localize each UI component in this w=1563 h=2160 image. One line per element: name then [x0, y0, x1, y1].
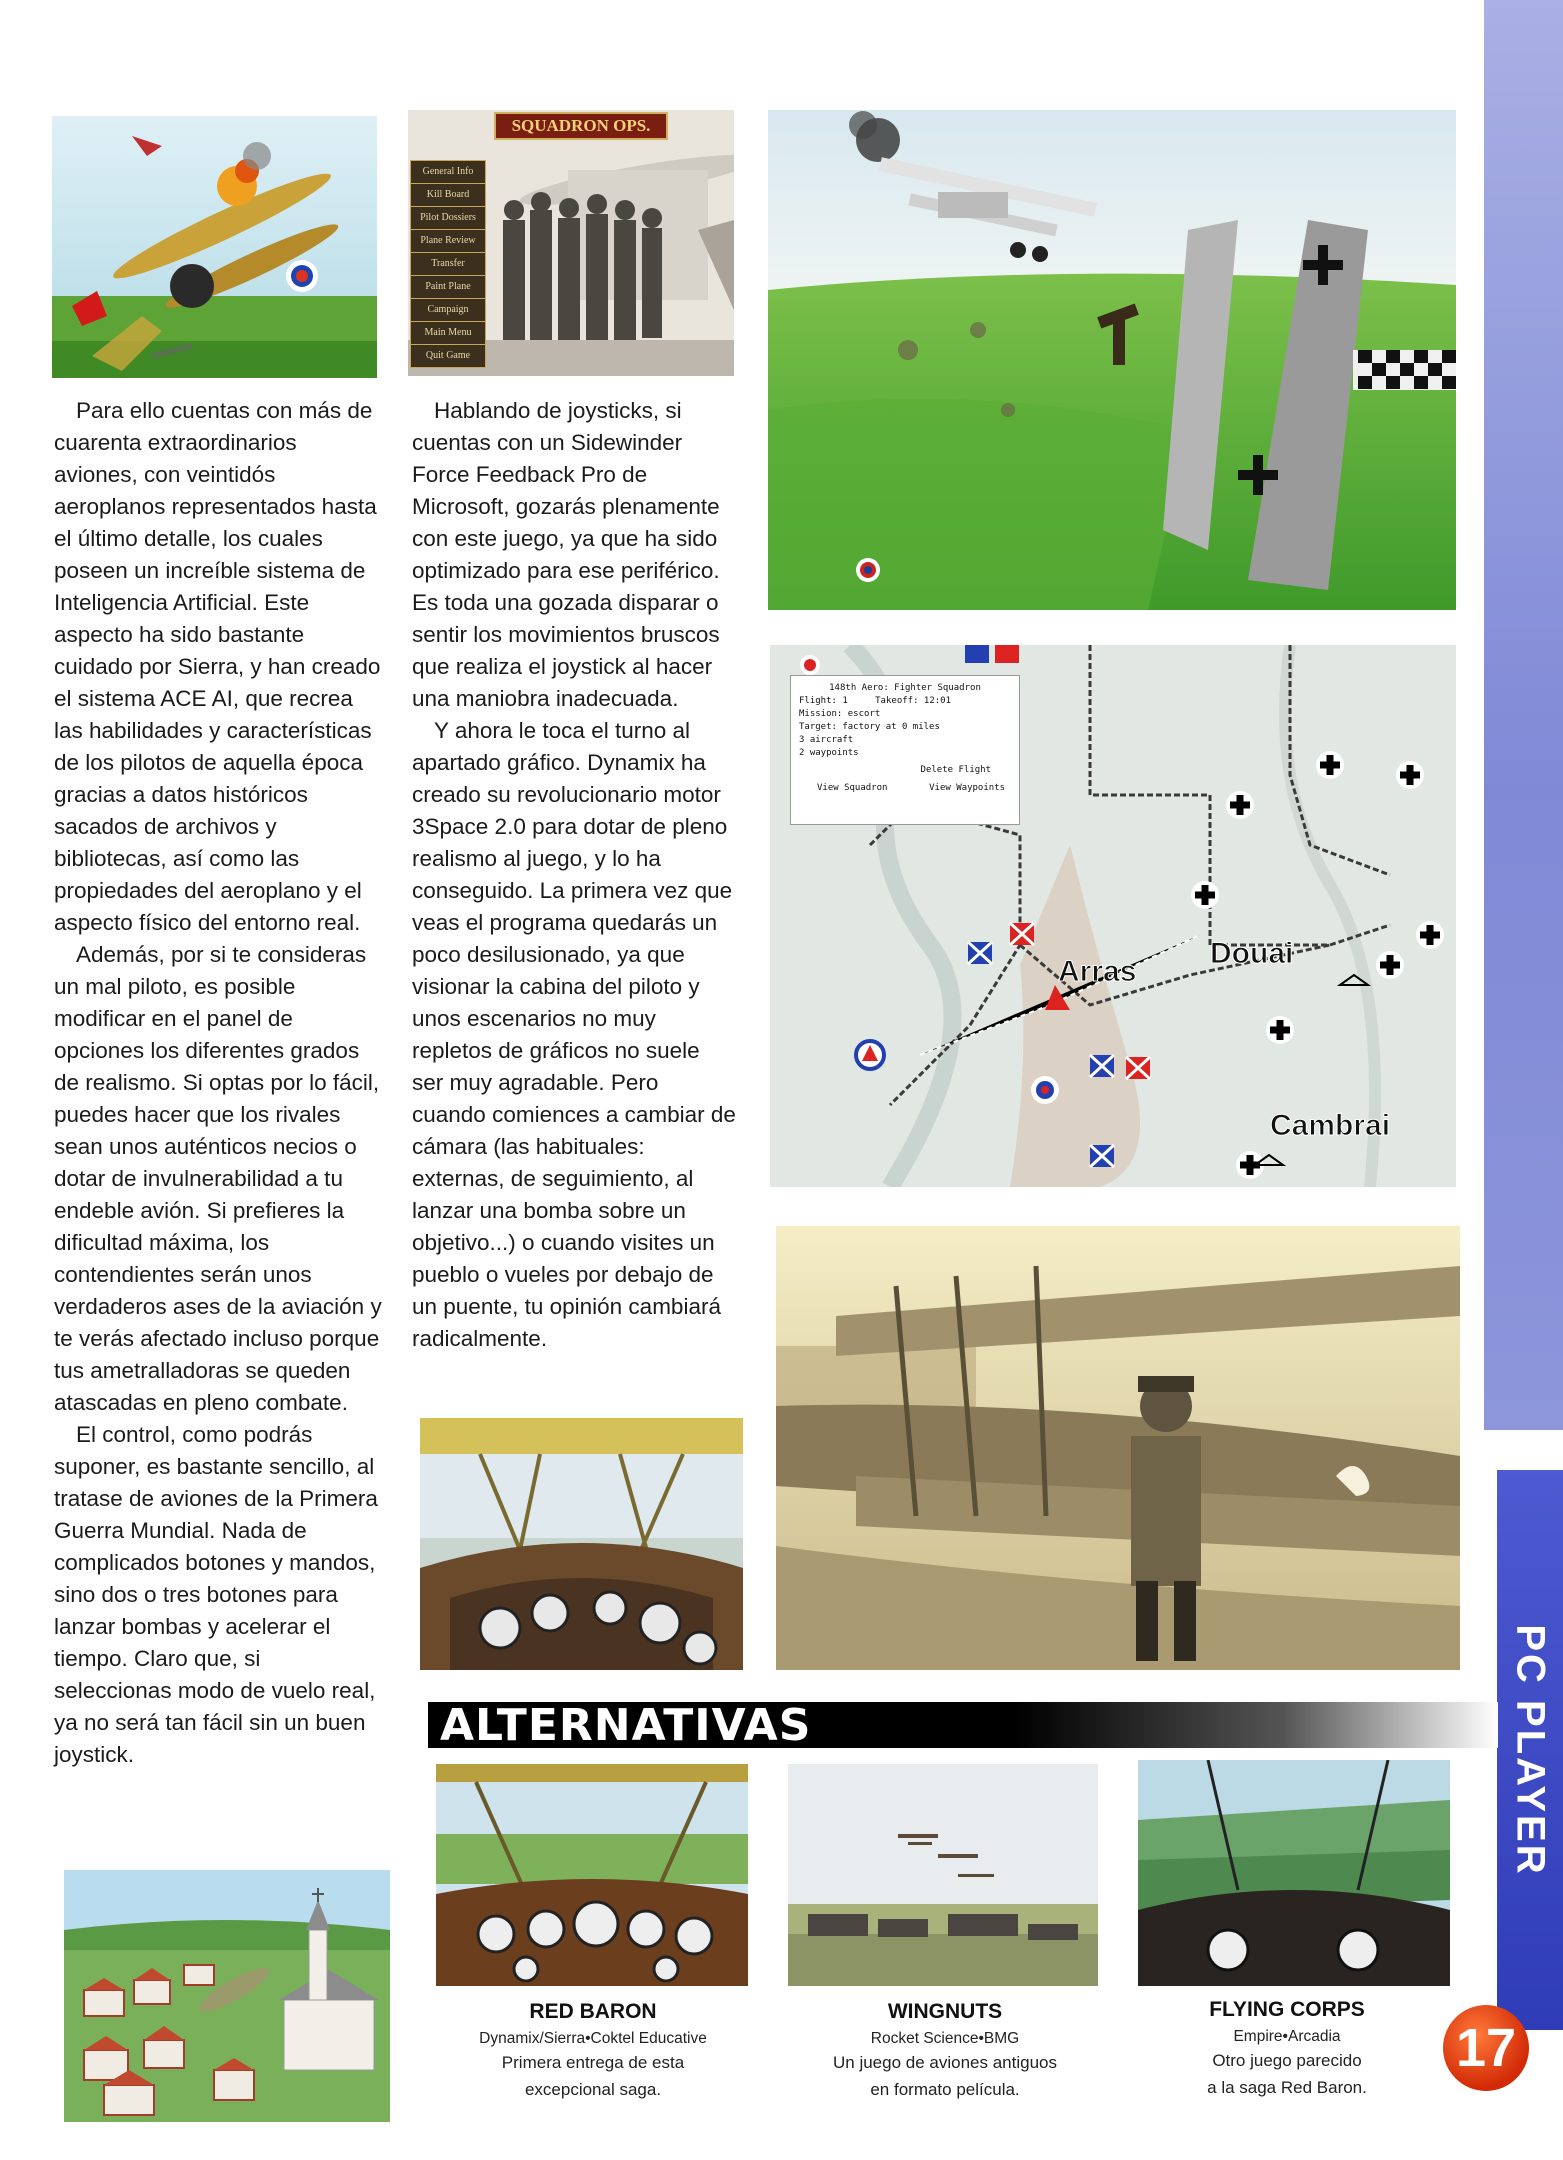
flight-info-panel	[790, 675, 1020, 825]
map-city-arras: Arras	[1058, 955, 1137, 988]
mission-type: Mission: escort	[799, 709, 881, 719]
alternative-wingnuts	[780, 2000, 1110, 2102]
alternative-name: WINGNUTS	[887, 2000, 1003, 2023]
squadron-menu-item[interactable]: Main Menu	[410, 321, 486, 345]
squadron-menu-item[interactable]: Paint Plane	[410, 275, 486, 299]
pilot-photo	[776, 1226, 1460, 1670]
map-city-douai: Douai	[1210, 937, 1294, 970]
flying-corps-screenshot	[1138, 1760, 1450, 1986]
aircraft-count: 3 aircraft	[799, 735, 854, 745]
side-tab-stripe	[1484, 0, 1563, 1430]
cockpit-screenshot	[420, 1418, 743, 1670]
squadron-menu-item[interactable]: General Info	[410, 160, 486, 184]
german-biplanes-screenshot	[768, 110, 1456, 610]
alternative-publisher: Dynamix/Sierra•Coktel Educative	[479, 2030, 707, 2047]
alternative-publisher: Empire•Arcadia	[1233, 2028, 1341, 2045]
article-paragraph: Y ahora le toca el turno al apartado gráfico. Dynamix ha creado su revolucionario motor 3Space 2.0 para dotar de pleno realismo al juego, y lo ha conseguido. La primera vez que veas el programa quedarás un poco desilusionado, ya que visionar la cabina del piloto y unos escenarios no muy repletos de gráficos no suele ser muy agradable. Pero cuando comiences a cambiar de cámara (las habituales: externas, de seguimiento, al lanzar una bomba sobre un objetivo...) o cuando visites un pueblo o vueles por debajo de un puente, tu opinión cambiará radicalmente.	[412, 718, 736, 1351]
side-tab-label: PC PLAYER	[1508, 1623, 1553, 1877]
article-column-2	[412, 395, 737, 1355]
alternative-description: a la saga Red Baron.	[1207, 2078, 1367, 2097]
delete-flight-button[interactable]: Delete Flight	[920, 765, 991, 775]
squadron-menu-item[interactable]: Transfer	[410, 252, 486, 276]
article-paragraph: Además, por si te consideras un mal piloto, es posible modificar en el panel de opciones los diferentes grados de realismo. Si optas por lo fácil, puedes hacer que los rivales sean unos auténticos necios o dotar de invulnerabilidad a tu endeble avión. Si prefieres la dificultad máxima, los contendientes serán unos verdaderos ases de la aviación y te verás afectado incluso porque tus ametralladoras se queden atascadas en pleno combate.	[54, 942, 382, 1415]
flight-info-title: 148th Aero: Fighter Squadron	[829, 683, 981, 693]
alternative-name: FLYING CORPS	[1209, 1998, 1365, 2021]
alternative-publisher: Rocket Science•BMG	[870, 2030, 1020, 2047]
alternative-red-baron	[428, 2000, 758, 2102]
squadron-menu-item[interactable]: Kill Board	[410, 183, 486, 207]
dogfight-screenshot	[52, 116, 377, 378]
article-column-1	[54, 395, 384, 1771]
view-waypoints-button[interactable]: View Waypoints	[929, 783, 1005, 793]
mission-target: Target: factory at 0 miles	[799, 722, 940, 732]
page-number: 17	[1443, 2005, 1529, 2091]
mission-map-screenshot	[770, 645, 1456, 1187]
article-paragraph: Hablando de joysticks, si cuentas con un Sidewinder Force Feedback Pro de Microsoft, gozarás plenamente con este juego, ya que ha sido optimizado para ese periférico. Es toda una gozada disparar o sentir los movimientos bruscos que realiza el joystick al hacer una maniobra inadecuada.	[412, 398, 720, 711]
waypoint-count: 2 waypoints	[799, 748, 859, 758]
squadron-ops-title: SQUADRON OPS.	[494, 112, 668, 140]
wingnuts-screenshot	[788, 1764, 1098, 1986]
squadron-ops-screenshot	[408, 110, 734, 376]
squadron-menu-item[interactable]: Pilot Dossiers	[410, 206, 486, 230]
alternative-name: RED BARON	[529, 2000, 657, 2023]
red-baron-screenshot	[436, 1764, 748, 1986]
alternative-description: Otro juego parecido	[1212, 2051, 1362, 2070]
takeoff-time: Takeoff: 12:01	[875, 696, 951, 706]
squadron-menu-item[interactable]: Plane Review	[410, 229, 486, 253]
alternative-flying-corps	[1122, 1998, 1452, 2100]
village-screenshot	[64, 1870, 390, 2122]
flight-number: Flight: 1	[799, 696, 848, 706]
map-city-cambrai: Cambrai	[1270, 1109, 1391, 1142]
alternativas-title: ALTERNATIVAS	[440, 1700, 812, 1751]
article-paragraph: Para ello cuentas con más de cuarenta extraordinarios aviones, con veintidós aeroplanos representados hasta el último detalle, los cuales poseen un increíble sistema de Inteligencia Artificial. Este aspecto ha sido bastante cuidado por Sierra, y han creado el sistema ACE AI, que recrea las habilidades y características de los pilotos de aquella época gracias a datos históricos sacados de archivos y bibliotecas, así como las propiedades del aeroplano y el aspecto físico del entorno real.	[54, 398, 381, 935]
alternative-description: en formato película.	[870, 2080, 1020, 2099]
view-squadron-button[interactable]: View Squadron	[817, 783, 888, 793]
alternative-description: Primera entrega de esta	[501, 2053, 685, 2072]
article-paragraph: El control, como podrás suponer, es bastante sencillo, al tratase de aviones de la Primera Guerra Mundial. Nada de complicados botones y mandos, sino dos o tres botones para lanzar bombas y acelerar el tiempo. Claro que, si seleccionas modo de vuelo real, ya no será tan fácil sin un buen joystick.	[54, 1422, 378, 1767]
alternative-description: Un juego de aviones antiguos	[833, 2053, 1057, 2072]
alternative-description: excepcional saga.	[524, 2080, 662, 2099]
squadron-menu-item[interactable]: Campaign	[410, 298, 486, 322]
squadron-menu-item[interactable]: Quit Game	[410, 344, 486, 368]
